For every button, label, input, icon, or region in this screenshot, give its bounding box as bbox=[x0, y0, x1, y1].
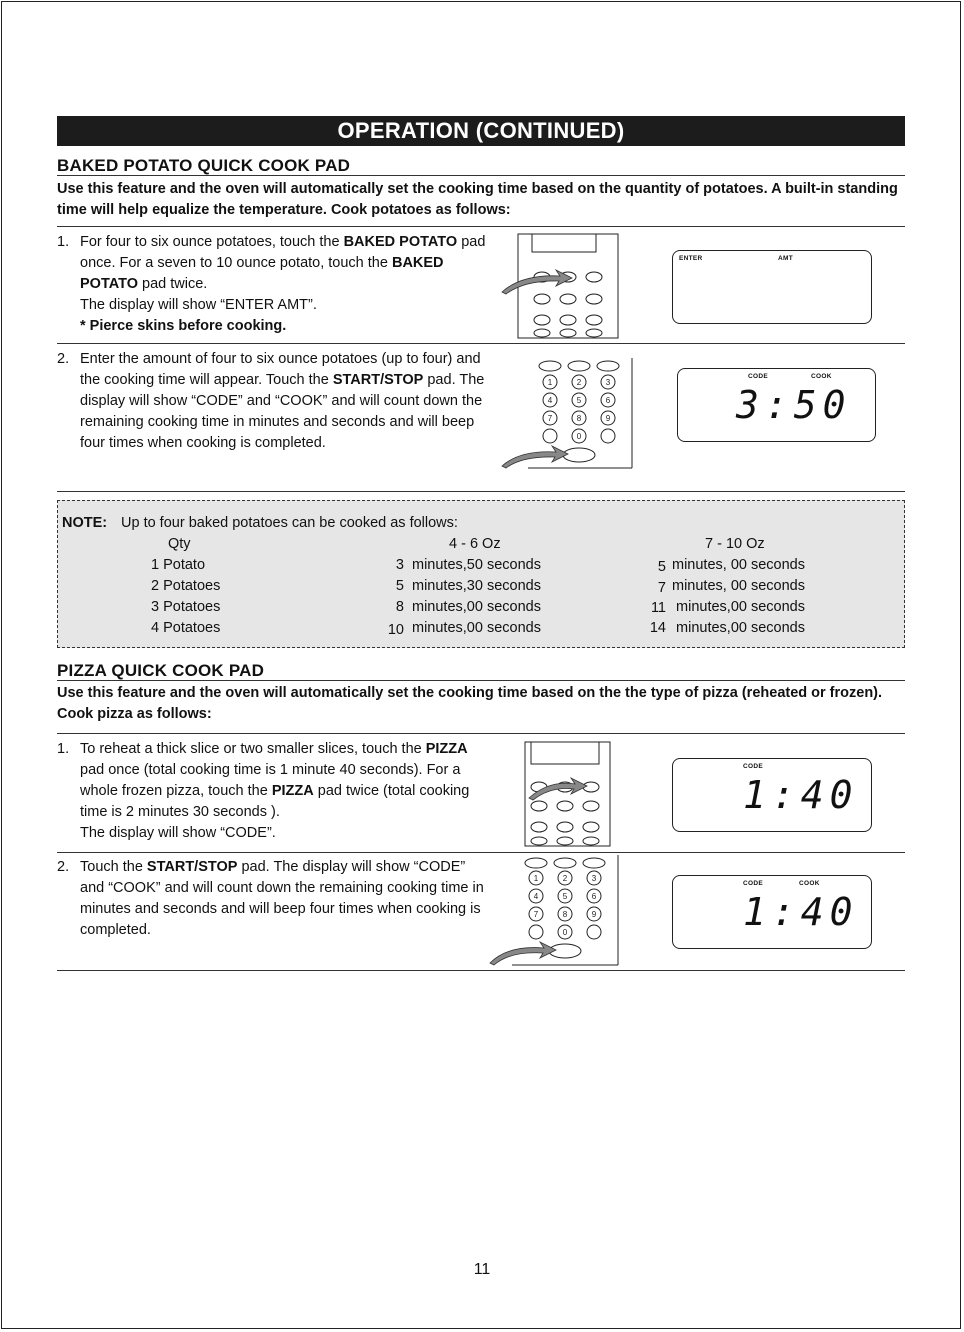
page-number: 11 bbox=[473, 1261, 491, 1278]
display-code-cook-1-40: CODE COOK 1:40 bbox=[672, 875, 872, 949]
divider bbox=[57, 175, 905, 176]
baked-potato-intro: Use this feature and the oven will automatically set the cooking time based on the quantity of potatoes. A built-in standing time will help equalize the temperature. Cook potatoes as follows: bbox=[57, 181, 898, 218]
svg-text:4: 4 bbox=[547, 396, 553, 405]
svg-text:6: 6 bbox=[591, 892, 597, 901]
svg-text:0: 0 bbox=[576, 432, 582, 441]
step-number: 1. bbox=[57, 234, 70, 250]
header-4-6oz: 4 - 6 Oz bbox=[449, 536, 501, 552]
table-row: 2 Potatoes bbox=[151, 578, 221, 594]
control-panel-illustration bbox=[515, 740, 615, 848]
display-3-50: CODE COOK 3:50 bbox=[677, 368, 876, 442]
pizza-intro: Use this feature and the oven will automatically set the cooking time based on the the type of pizza (reheated or frozen). Cook pizza as follows: bbox=[57, 685, 883, 722]
note-box: NOTE: Up to four baked potatoes can be cooked as follows: Qty 4 - 6 Oz 7 - 10 Oz 1 Potato 3 minutes,50 seconds 5 minutes, 00 seconds 2 Potatoes 5 minutes,30 seconds 7 minutes, 00 seconds 3 Potatoes 8 minutes,00 seconds 11 minutes,00 seconds 4 Potatoes 10 minutes,00 seconds 14 minutes,00 seconds bbox=[57, 500, 905, 648]
svg-text:0: 0 bbox=[562, 928, 568, 937]
table-row: 4 Potatoes bbox=[151, 620, 221, 636]
svg-text:4: 4 bbox=[533, 892, 539, 901]
pizza-step-2: 2. Touch the START/STOP pad. The display will show “CODE” and “COOK” and will count down the remaining cooking time in minutes and seconds and will beep four times when cooking is completed. bbox=[57, 859, 484, 938]
svg-text:8: 8 bbox=[576, 414, 582, 423]
divider bbox=[57, 970, 905, 971]
svg-text:6: 6 bbox=[605, 396, 611, 405]
svg-text:3: 3 bbox=[605, 378, 611, 387]
svg-text:5: 5 bbox=[576, 396, 582, 405]
note-label: NOTE: bbox=[62, 515, 108, 531]
baked-step-1: 1. For four to six ounce potatoes, touch the BAKED POTATO pad once. For a seven to 10 ounce potato, touch the BAKED POTATO pad twice. The display will show “ENTER AMT”. * Pierce skins before cooking. bbox=[57, 234, 486, 334]
divider bbox=[57, 343, 905, 344]
pizza-title: PIZZA QUICK COOK PAD bbox=[57, 661, 265, 680]
divider bbox=[57, 491, 905, 492]
arrow-icon bbox=[529, 778, 587, 800]
svg-text:7: 7 bbox=[547, 414, 553, 423]
page-banner: OPERATION (CONTINUED) bbox=[57, 116, 905, 146]
display-enter-amt: ENTER AMT bbox=[672, 250, 872, 324]
pizza-step-1: 1. To reheat a thick slice or two smaller slices, touch the PIZZA pad once (total cooking time is 1 minute 40 seconds). For a whole frozen pizza, touch the PIZZA pad twice (total cooking time is 2 minutes 30 seconds ). The display will show “CODE”. bbox=[57, 741, 470, 841]
svg-text:9: 9 bbox=[591, 910, 597, 919]
divider bbox=[57, 852, 905, 853]
svg-text:7: 7 bbox=[533, 910, 539, 919]
svg-text:9: 9 bbox=[605, 414, 611, 423]
svg-text:1: 1 bbox=[547, 378, 553, 387]
control-panel-illustration bbox=[500, 232, 620, 340]
svg-text:2: 2 bbox=[562, 874, 568, 883]
table-row: 1 Potato bbox=[151, 557, 206, 573]
svg-text:1: 1 bbox=[533, 874, 539, 883]
number-keypad-illustration bbox=[500, 358, 635, 470]
table-row: 3 Potatoes bbox=[151, 599, 221, 615]
arrow-icon bbox=[490, 942, 556, 965]
display-code-1-40: CODE 1:40 bbox=[672, 758, 872, 832]
header-7-10oz: 7 - 10 Oz bbox=[705, 536, 765, 552]
number-keypad-illustration bbox=[488, 855, 623, 967]
svg-text:3: 3 bbox=[591, 874, 597, 883]
divider bbox=[57, 733, 905, 734]
svg-text:5: 5 bbox=[562, 892, 568, 901]
note-text: Up to four baked potatoes can be cooked as follows: bbox=[121, 515, 458, 531]
svg-text:2: 2 bbox=[576, 378, 582, 387]
baked-step-2: 2. Enter the amount of four to six ounce potatoes (up to four) and the cooking time will appear. Touch the START/STOP pad. The display will show “CODE” and “COOK” and will count down the remaining cooking time in minutes and seconds and will beep four times when cooking is completed. bbox=[57, 351, 485, 451]
svg-text:8: 8 bbox=[562, 910, 568, 919]
divider bbox=[57, 680, 905, 681]
header-qty: Qty bbox=[168, 536, 191, 552]
divider bbox=[57, 226, 905, 227]
baked-potato-title: BAKED POTATO QUICK COOK PAD bbox=[57, 156, 351, 175]
arrow-icon bbox=[502, 446, 568, 468]
